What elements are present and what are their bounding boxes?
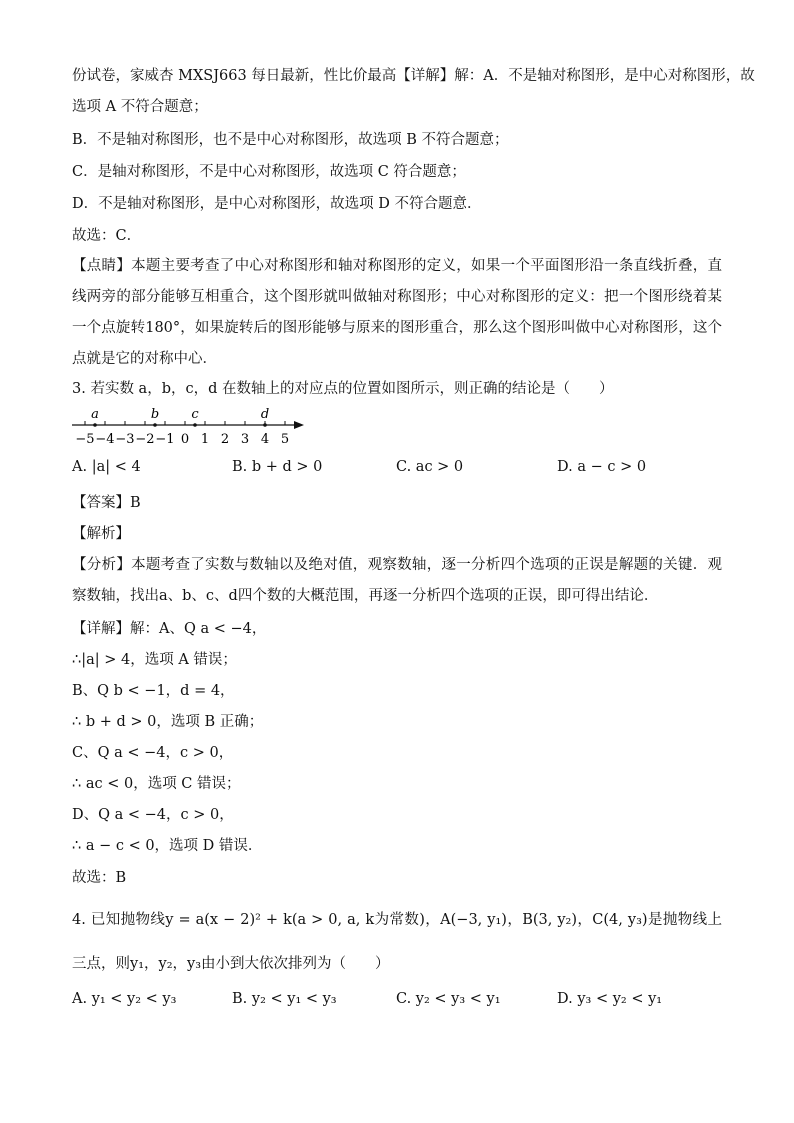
point-label-d: d — [260, 407, 270, 422]
question-4-stem: 4. 已知抛物线y = a(x − 2)² + k(a > 0, a, k为常数)，A(−3, y₁)，B(3, y₂)，C(4, y₃)是抛物线上三点，则y₁，y₂，y₃由小到大依次排列为（ ） — [72, 912, 722, 972]
tick-label: 0 — [180, 432, 190, 447]
text-line: B．不是轴对称图形，也不是中心对称图形，故选项 B 不符合题意； — [72, 132, 509, 148]
dianjing-paragraph: 【点睛】本题主要考查了中心对称图形和轴对称图形的定义，如果一个平面图形沿一条直线折叠，直线两旁的部分能够互相重合，这个图形就叫做轴对称图形；中心对称图形的定义：把一个图形绕着某一个点旋转180°，如果旋转后的图形能够与原来的图形重合，那么这个图形叫做中心对称图形，这个点就是它的对称中心． — [72, 258, 722, 367]
q4-option-d: D. y₃ < y₂ < y₁ — [557, 991, 663, 1007]
text-line: 份试卷，家威杏 MXSJ663 每日最新，性比价最高【详解】解：A．不是轴对称图形，是中心对称图形，故 — [72, 68, 755, 84]
tick-label: −4 — [95, 432, 115, 447]
q3-step: ∴ ac < 0，选项 C 错误； — [72, 776, 241, 792]
text-line: C．是轴对称图形，不是中心对称图形，故选项 C 符合题意； — [72, 164, 466, 180]
point-d — [263, 423, 267, 427]
point-c — [193, 423, 197, 427]
tick-label: 3 — [240, 432, 250, 447]
q3-analysis-paragraph: 【分析】本题考查了实数与数轴以及绝对值，观察数轴，逐一分析四个选项的正误是解题的关键．观察数轴，找出a、b、c、d四个数的大概范围，再逐一分析四个选项的正误，即可得出结论． — [72, 557, 722, 604]
q4-option-a: A. y₁ < y₂ < y₃ — [72, 991, 177, 1007]
point-b — [153, 423, 157, 427]
point-label-b: b — [150, 407, 160, 422]
tick-label: 1 — [200, 432, 210, 447]
q3-step: ∴ a − c < 0，选项 D 错误． — [72, 838, 263, 854]
tick-label: −3 — [115, 432, 135, 447]
q3-answer: 【答案】B — [72, 495, 141, 511]
q3-option-d: D. a − c > 0 — [557, 459, 647, 475]
q3-step: 【详解】解：A、Q a < −4， — [72, 621, 267, 637]
q3-option-c: C. ac > 0 — [396, 459, 464, 475]
q3-step: ∴|a| > 4，选项 A 错误； — [72, 652, 237, 668]
q3-option-a: A. |a| < 4 — [72, 459, 141, 475]
tick-label: 5 — [280, 432, 290, 447]
tick-label: 4 — [260, 432, 270, 447]
point-a — [93, 423, 97, 427]
tick-label: −5 — [75, 432, 95, 447]
number-line-figure — [68, 405, 313, 447]
question-3-stem: 3. 若实数 a，b，c，d 在数轴上的对应点的位置如图所示，则正确的结论是（ ） — [72, 381, 614, 397]
q3-step: ∴ b + d > 0，选项 B 正确； — [72, 714, 264, 730]
number-line-arrow — [294, 421, 304, 429]
text-line: D．不是轴对称图形，是中心对称图形，故选项 D 不符合题意． — [72, 196, 482, 212]
tick-label: −1 — [155, 432, 175, 447]
point-label-a: a — [91, 407, 99, 422]
q3-step: B、Q b < −1，d = 4， — [72, 683, 235, 699]
q4-option-b: B. y₂ < y₁ < y₃ — [232, 991, 337, 1007]
q3-step: C、Q a < −4，c > 0， — [72, 745, 234, 761]
tick-label: 2 — [220, 432, 230, 447]
text-line: 故选：C． — [72, 228, 142, 244]
q3-step: 故选：B — [72, 870, 127, 886]
text-line: 选项 A 不符合题意； — [72, 99, 208, 115]
tick-label: −2 — [135, 432, 155, 447]
q3-jiexi-heading: 【解析】 — [72, 526, 130, 542]
q3-option-b: B. b + d > 0 — [232, 459, 323, 475]
q3-step: D、Q a < −4，c > 0， — [72, 807, 234, 823]
q4-option-c: C. y₂ < y₃ < y₁ — [396, 991, 501, 1007]
point-label-c: c — [191, 407, 199, 422]
